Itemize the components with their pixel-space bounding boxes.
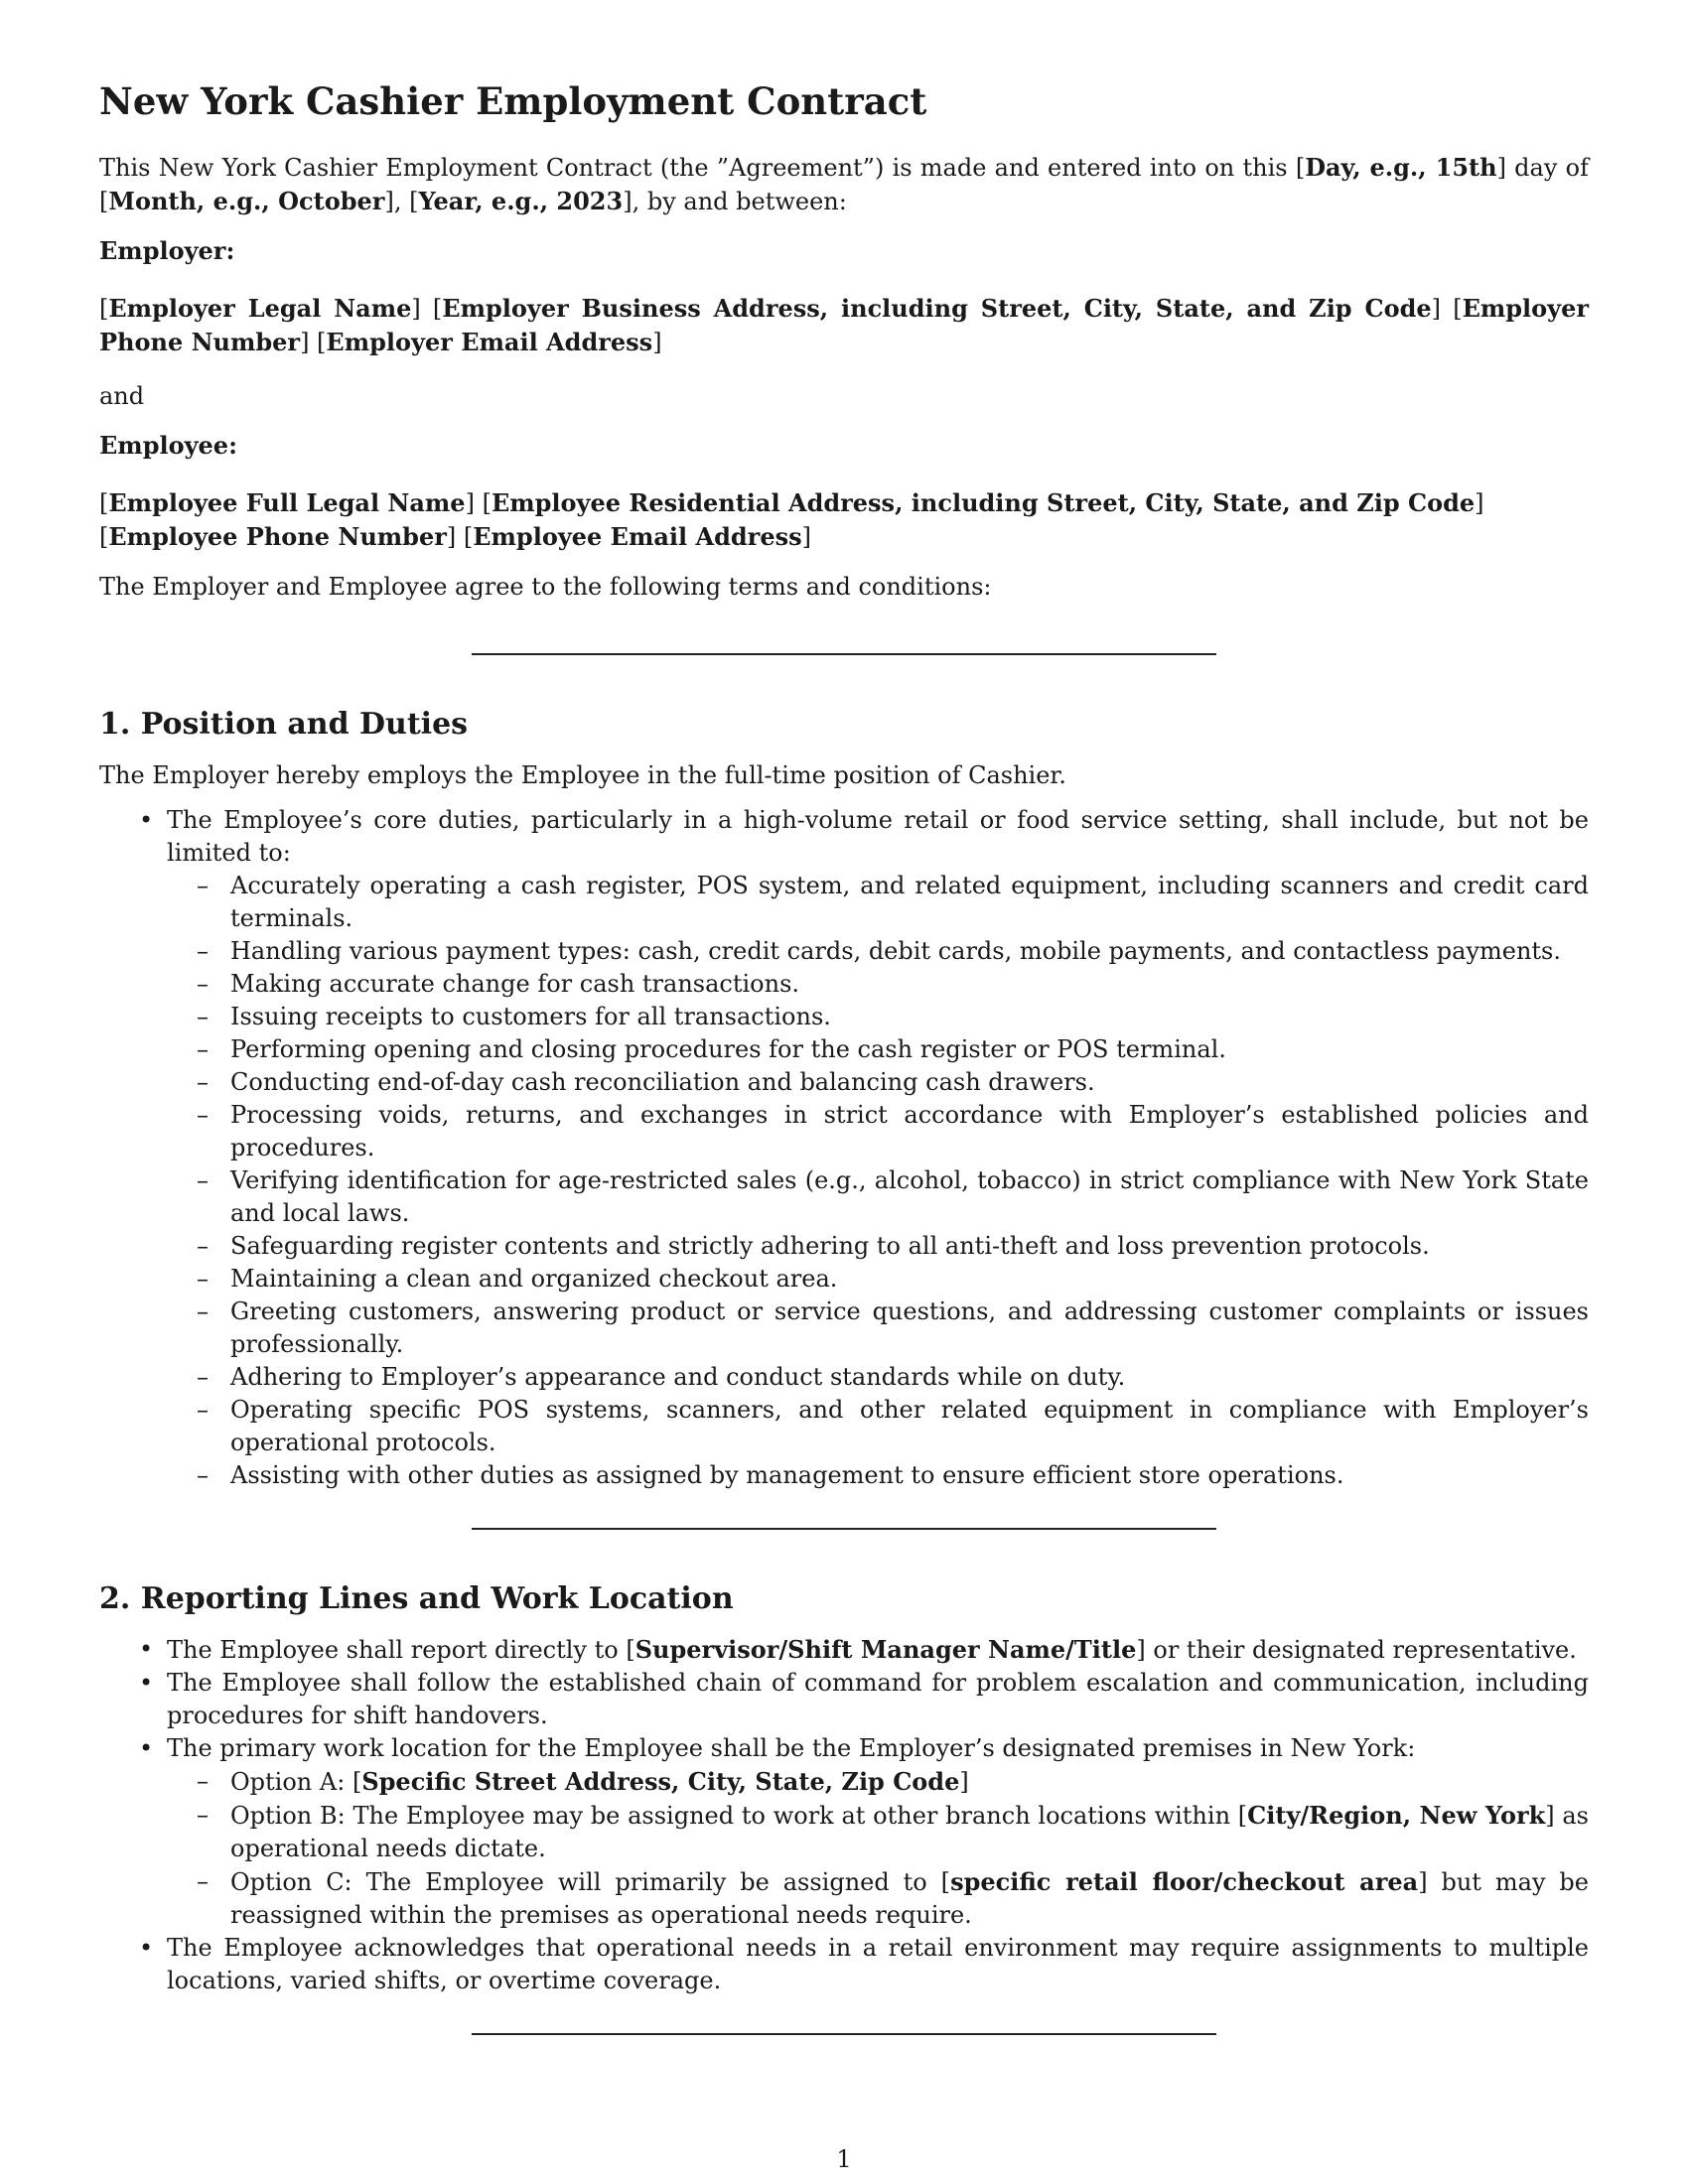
intro-text: , [393, 188, 410, 216]
location-options [167, 1765, 1589, 1932]
bracket: ] [ [465, 489, 492, 518]
list-item [99, 1667, 1589, 1732]
bracket: ] [ [446, 523, 474, 552]
duty-item [167, 1001, 1589, 1033]
duty-item [167, 1164, 1589, 1230]
bracket: ] [1475, 489, 1484, 518]
placeholder-day: Day, e.g., 15th [1305, 153, 1497, 183]
duty-item [167, 870, 1589, 935]
duty-item [167, 1263, 1589, 1296]
duty-text: Performing opening and closing procedures for the cash register or POS terminal. [230, 1035, 1226, 1064]
item-text: The Employee shall report directly to [ [167, 1636, 635, 1665]
employer-heading: Employer: [99, 236, 235, 266]
duty-text: Verifying identification for age-restricted sales (e.g., alcohol, tobacco) in strict compliance with New York State and local laws. [230, 1166, 1589, 1228]
employer-email: Employer Email Address [326, 328, 653, 357]
dash-mark: – [197, 1232, 209, 1261]
duty-text: Maintaining a clean and organized checkout area. [230, 1265, 838, 1294]
item-text: ] but may be reassigned within the premises as operational needs require. [230, 1868, 1590, 1930]
section-2-heading: 2. Reporting Lines and Work Location [99, 1581, 734, 1617]
placeholder-year: Year, e.g., 2023 [418, 187, 624, 216]
section-1-list [99, 804, 1589, 1492]
dash-mark: – [197, 1767, 209, 1796]
dash-mark: – [197, 937, 209, 966]
duty-item [167, 1033, 1589, 1066]
dash-mark: – [197, 1396, 209, 1425]
bracket: [ [99, 295, 109, 324]
contract-page [99, 79, 1589, 2087]
section-divider [472, 2033, 1216, 2035]
item-text: ] or their designated representative. [1136, 1636, 1577, 1665]
item-text: The Employee acknowledges that operational needs in a retail environment may require assignments to multiple locations, varied shifts, or overtime coverage. [167, 1934, 1589, 1995]
bracket: [ [99, 188, 109, 216]
bracket: [ [1295, 154, 1306, 183]
bracket: [ [99, 523, 109, 552]
duty-text: Adhering to Employer’s appearance and conduct standards while on duty. [230, 1363, 1126, 1392]
section-1-heading: 1. Position and Duties [99, 707, 469, 743]
bullet-mark: • [139, 1734, 154, 1763]
placeholder-area: specific retail floor/checkout area [950, 1867, 1419, 1897]
intro-paragraph [99, 151, 1589, 218]
section-2-list [99, 1633, 1589, 1997]
dash-mark: – [197, 1166, 209, 1195]
option-item [167, 1799, 1589, 1865]
employer-legal-name: Employer Legal Name [108, 294, 412, 324]
placeholder-region: City/Region, New York [1247, 1801, 1546, 1831]
placeholder-month: Month, e.g., October [108, 187, 385, 216]
employer-phone: Employer Phone Number [99, 294, 1590, 357]
dash-mark: – [197, 1363, 209, 1392]
employee-legal-name: Employee Full Legal Name [108, 488, 466, 518]
list-item [99, 1932, 1589, 1997]
duty-text: Assisting with other duties as assigned by management to ensure efficient store operations. [230, 1461, 1344, 1490]
duty-item [167, 1459, 1589, 1492]
duty-item [167, 1394, 1589, 1459]
dash-mark: – [197, 1801, 209, 1830]
intro-text: This New York Cashier Employment Contract (the ”Agreement”) is made and entered into on this [99, 154, 1296, 183]
item-text: Option B: The Employee may be assigned to work at other branch locations within [ [230, 1802, 1248, 1831]
dash-mark: – [197, 1461, 209, 1490]
dash-mark: – [197, 1068, 209, 1097]
dash-mark: – [197, 872, 209, 900]
bullet-mark: • [139, 1669, 154, 1698]
item-text: The Employee shall follow the established chain of command for problem escalation and communication, including procedures for shift handovers. [167, 1669, 1589, 1730]
bracket: [ [99, 489, 109, 518]
employer-address: Employer Business Address, including Street, City, State, and Zip Code [442, 294, 1432, 324]
duty-item [167, 1230, 1589, 1263]
bracket: ] [623, 188, 633, 216]
duties-list [167, 870, 1589, 1492]
agreement-text: The Employer and Employee agree to the following terms and conditions: [99, 573, 992, 602]
list-item [99, 1633, 1589, 1667]
and-text: and [99, 382, 145, 411]
item-text: ] as operational needs dictate. [230, 1802, 1589, 1863]
dash-mark: – [197, 1867, 209, 1896]
duty-item [167, 1099, 1589, 1164]
item-text: The primary work location for the Employee shall be the Employer’s designated premises in New York: [167, 1734, 1416, 1763]
duties-intro: The Employee’s core duties, particularly in a high-volume retail or food service setting, shall include, but not be limited to: [167, 806, 1589, 868]
intro-text: , by and between: [632, 188, 847, 216]
bracket: ] [384, 188, 394, 216]
section-divider [472, 653, 1216, 655]
duty-text: Processing voids, returns, and exchanges in strict accordance with Employer’s established policies and procedures. [230, 1101, 1589, 1162]
placeholder-address: Specific Street Address, City, State, Zip Code [361, 1767, 960, 1797]
employee-address: Employee Residential Address, including Street, City, State, and Zip Code [491, 488, 1476, 518]
duty-item [167, 935, 1589, 968]
employer-details [99, 292, 1589, 359]
dash-mark: – [197, 1265, 209, 1294]
bullet-mark: • [139, 1635, 154, 1664]
duty-text: Conducting end-of-day cash reconciliation and balancing cash drawers. [230, 1068, 1095, 1097]
page-number: 1 [836, 2145, 852, 2173]
duty-text: Handling various payment types: cash, credit cards, debit cards, mobile payments, and contactless payments. [230, 937, 1562, 966]
duty-text: Safeguarding register contents and strictly adhering to all anti-theft and loss prevention protocols. [230, 1232, 1430, 1261]
bullet-mark: • [139, 1934, 154, 1963]
item-text: ] [959, 1768, 969, 1797]
list-item [99, 1732, 1589, 1932]
dash-mark: – [197, 1101, 209, 1130]
dash-mark: – [197, 970, 209, 999]
option-item [167, 1765, 1589, 1799]
duty-item [167, 1361, 1589, 1394]
duty-item [167, 1296, 1589, 1361]
bracket: ] [801, 523, 811, 552]
duty-text: Greeting customers, answering product or service questions, and addressing customer complaints or issues professionally. [230, 1297, 1589, 1359]
list-item [99, 804, 1589, 1492]
placeholder-supervisor: Supervisor/Shift Manager Name/Title [634, 1635, 1137, 1665]
duty-text: Accurately operating a cash register, POS system, and related equipment, including scanners and credit card terminals. [230, 872, 1589, 933]
dash-mark: – [197, 1003, 209, 1031]
employee-heading: Employee: [99, 431, 237, 461]
duty-text: Making accurate change for cash transactions. [230, 970, 800, 999]
bullet-mark: • [139, 806, 154, 835]
duty-item [167, 1066, 1589, 1099]
employee-details [99, 486, 1589, 554]
duty-item [167, 968, 1589, 1001]
duty-text: Issuing receipts to customers for all transactions. [230, 1003, 831, 1031]
intro-text: day of [1505, 154, 1589, 183]
dash-mark: – [197, 1035, 209, 1064]
document-title: New York Cashier Employment Contract [99, 79, 927, 123]
item-text: Option A: [ [230, 1768, 362, 1797]
duty-text: Operating specific POS systems, scanners, and other related equipment in compliance with Employer’s operational protocols. [230, 1396, 1589, 1457]
bracket: ] [ [1431, 295, 1463, 324]
option-item [167, 1865, 1589, 1932]
bracket: ] [652, 329, 662, 357]
employee-email: Employee Email Address [473, 522, 802, 552]
section-1-intro: The Employer hereby employs the Employee in the full-time position of Cashier. [99, 761, 1066, 790]
bracket: ] [ [411, 295, 443, 324]
bracket: ] [1496, 154, 1506, 183]
item-text: Option C: The Employee will primarily be assigned to [ [230, 1868, 951, 1897]
dash-mark: – [197, 1297, 209, 1326]
bracket: ] [ [300, 329, 327, 357]
section-divider [472, 1528, 1216, 1530]
bracket: [ [409, 188, 419, 216]
employee-phone: Employee Phone Number [108, 522, 447, 552]
